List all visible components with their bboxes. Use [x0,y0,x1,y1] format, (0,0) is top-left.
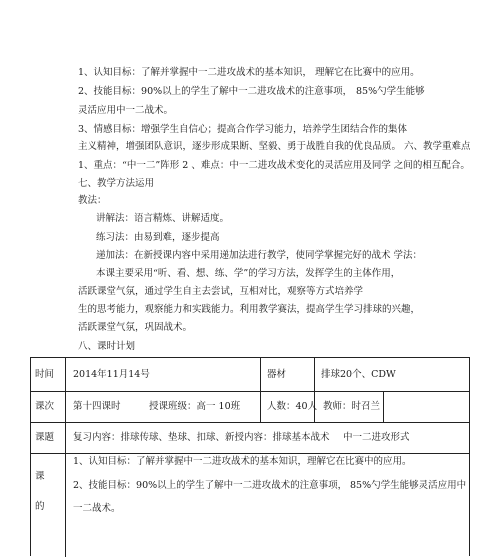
teaching-method-label: 教法： [78,195,107,206]
goal-label-char1: 课 [35,471,45,482]
section-8-heading: 八、课时计划 [78,341,136,352]
time-value: 2014年11月14号 [73,369,150,380]
goal-row-skill-ratio: 85%勺学生能够灵活应用中 [350,480,467,491]
goal-emotion-line: 3、情感目标：增强学生自信心；提高合作学习能力，培养学生团结合作的集体 [78,124,408,135]
table-col-divider [65,358,66,557]
class-info: 授课班级：高一 10班 [149,401,241,412]
learning-method: 本课主要采用“听、看、想、练、学”的学习方法，发挥学生的主体作用， [96,268,401,279]
equipment-value: 排球20个、CDW [321,369,396,380]
goal-skill-ratio: 85%勺学生能够 [356,86,425,97]
learning-method-cont2: 生的思考能力，观察能力和实践能力。利用教学赛法，提高学生学习排球的兴趣， [78,304,421,315]
table-col-divider [260,358,261,422]
goal-emotion-cont: 主义精神，增强团队意识，逐步形成果断、坚毅、勇于战胜自我的优良品质。 六、教学重难点 [78,141,471,152]
time-label: 时间 [35,369,55,380]
topic-label: 课题 [35,432,55,443]
learning-method-cont3: 活跃课堂气氛，巩固战术。 [78,322,193,333]
teacher-name: 教师：时召兰 [323,401,381,412]
lesson-value: 第十四课时 [73,401,121,412]
key-difficulty-line: 1、重点：“中一二”阵形 2 、难点：中一二进攻战术变化的灵活应用及同学 之间的相互配合。 [78,160,470,171]
table-row-divider [31,422,469,423]
learning-method-cont1: 活跃课堂气氛，通过学生自主去尝试，互相对比，观察等方式培养学 [78,286,364,297]
table-row-divider [31,391,469,392]
equipment-label: 器材 [267,369,287,380]
table-col-divider [383,391,384,422]
method-practice: 练习法：由易到难，逐步提高 [96,232,220,243]
topic-value-tactic: 中一二进攻形式 [343,432,410,443]
method-explain: 讲解法：语言精炼、讲解适度。 [96,213,230,224]
lesson-label: 课次 [35,401,55,412]
method-incremental: 递加法：在新授课内容中采用递加法进行教学，使同学掌握完好的战术 学法： [96,250,423,261]
goal-row-skill-cont: 一二战术。 [73,503,121,514]
goal-row-cognitive: 1、认知目标：了解并掌握中一二进攻战术的基本知识，理解它在比赛中的应用。 [73,456,412,467]
goal-skill-cont: 灵活应用中一二战术。 [78,105,174,116]
goal-skill-line: 2、技能目标：90%以上的学生了解中一二进攻战术的注意事项， [78,86,353,97]
lesson-plan-table [30,357,470,556]
goal-row-skill: 2、技能目标：90%以上的学生了解中一二进攻战术的注意事项， [73,480,348,491]
table-row-divider [31,453,469,454]
section-7-heading: 七、教学方法运用 [78,178,155,189]
goal-label-char2: 的 [35,501,45,512]
goal-cognitive-line: 1、认知目标：了解并掌握中一二进攻战术的基本知识， 理解它在比赛中的应用。 [78,67,420,78]
student-count: 人数：40人 [267,401,318,412]
topic-value: 复习内容：排球传球、垫球、扣球、新授内容：排球基本战术 [73,432,330,443]
